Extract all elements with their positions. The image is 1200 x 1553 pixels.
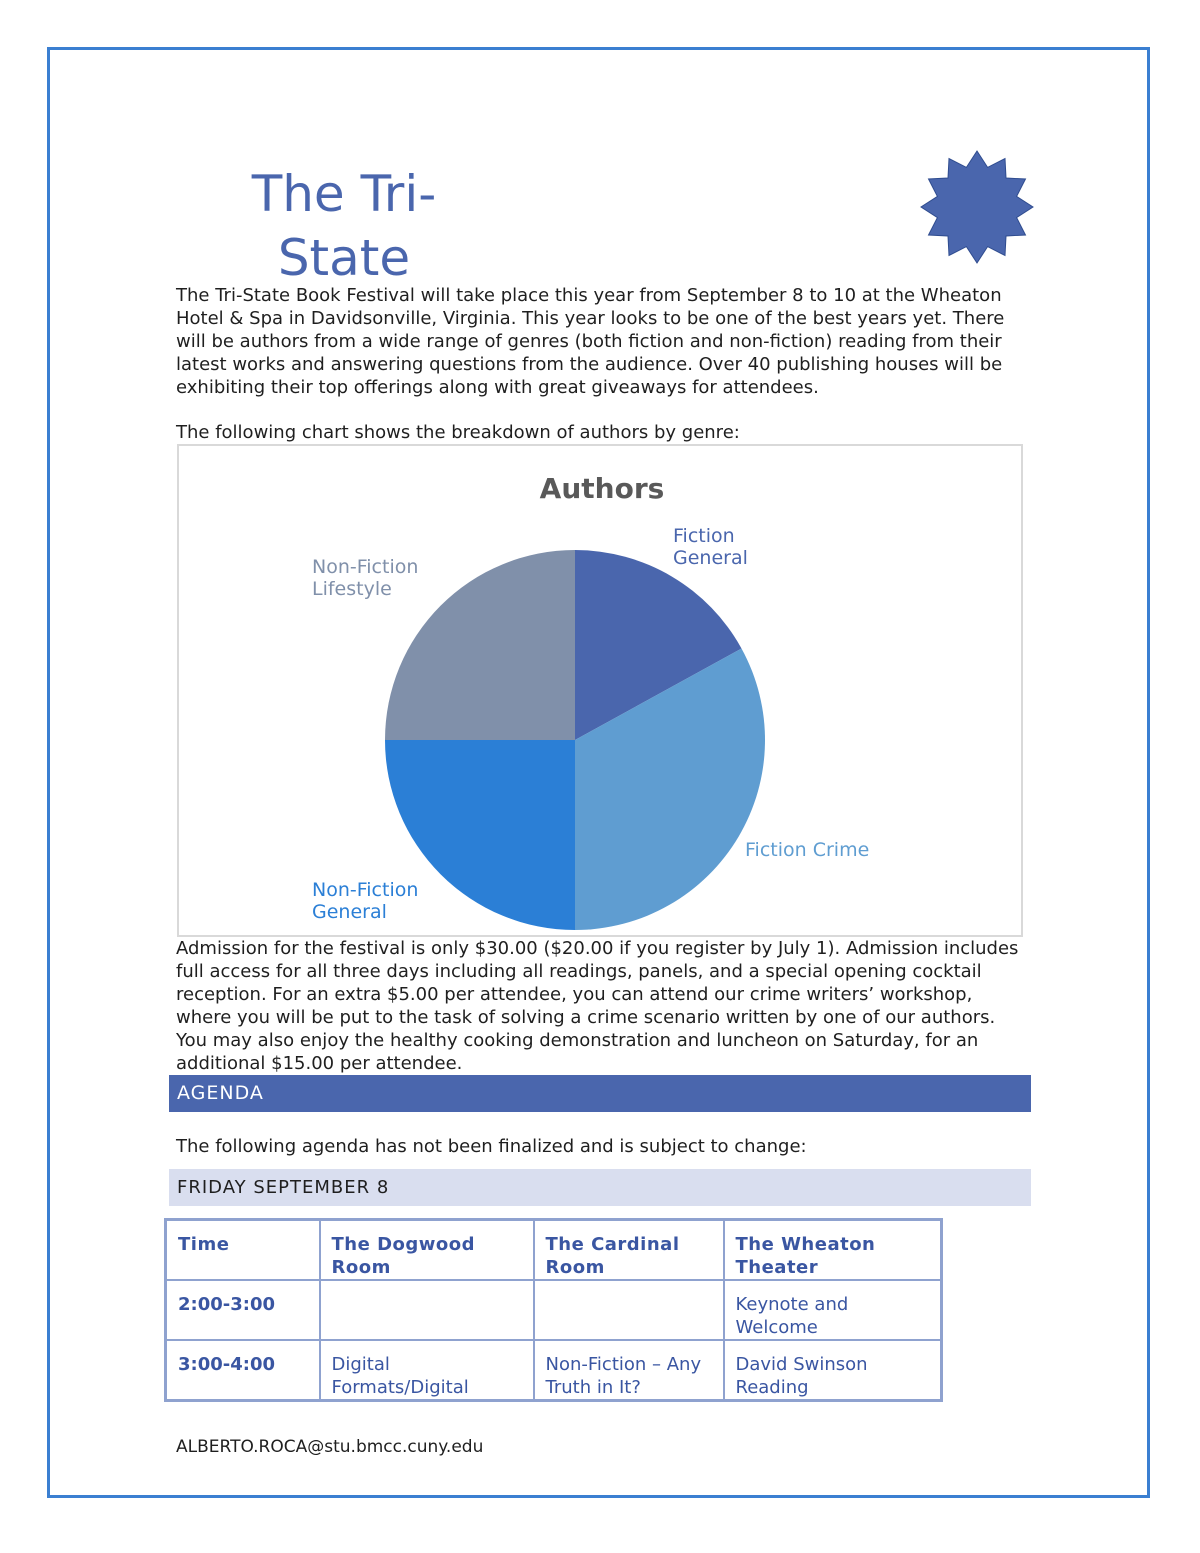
- pie-label-non-fiction-general: Non-Fiction General: [312, 879, 419, 923]
- table-cell: Keynote and Welcome: [724, 1280, 942, 1340]
- agenda-heading: AGENDA: [169, 1075, 1031, 1112]
- day-heading: FRIDAY SEPTEMBER 8: [169, 1169, 1031, 1206]
- table-cell: Digital Formats/Digital: [320, 1340, 534, 1401]
- table-cell-time: 3:00-4:00: [166, 1340, 320, 1401]
- footer-email: ALBERTO.ROCA@stu.bmcc.cuny.edu: [176, 1437, 484, 1457]
- table-row: [166, 1340, 942, 1401]
- table-cell: [320, 1280, 534, 1340]
- admission-paragraph: Admission for the festival is only $30.00 ($20.00 if you register by July 1). Admission includes full access for all three days including all readings, panels, and a special opening cocktail reception. For an extra $5.00 per attendee, you can attend our crime writers’ workshop, where you will be put to the task of solving a crime scenario written by one of our authors. You may also enjoy the healthy cooking demonstration and luncheon on Saturday, for an additional $15.00 per attendee.: [176, 938, 1019, 1074]
- chart-title: Authors: [539, 472, 665, 505]
- intro-paragraph: The Tri-State Book Festival will take place this year from September 8 to 10 at the Wheaton Hotel & Spa in Davidsonville, Virginia. This year looks to be one of the best years yet. There will be authors from a wide range of genres (both fiction and non-fiction) reading from their latest works and answering questions from the audience. Over 40 publishing houses will be exhibiting their top offerings along with great giveaways for attendees.: [176, 285, 1005, 398]
- chart-intro: The following chart shows the breakdown of authors by genre:: [176, 422, 740, 443]
- agenda-table: [164, 1218, 943, 1402]
- table-cell: [534, 1280, 724, 1340]
- title-line-2: State: [277, 229, 411, 287]
- table-cell: David Swinson Reading: [724, 1340, 942, 1401]
- table-header-row: [166, 1220, 942, 1281]
- starburst-icon: [918, 148, 1036, 266]
- table-cell: Non-Fiction – Any Truth in It?: [534, 1340, 724, 1401]
- agenda-note: The following agenda has not been finalized and is subject to change:: [176, 1136, 807, 1157]
- header-dogwood-room: The Dogwood Room: [320, 1220, 534, 1281]
- title-line-1: The Tri-: [251, 165, 437, 223]
- header-wheaton-theater: The Wheaton Theater: [724, 1220, 942, 1281]
- pie-label-fiction-crime: Fiction Crime: [745, 839, 870, 861]
- pie-label-non-fiction-lifestyle: Non-Fiction Lifestyle: [312, 556, 419, 600]
- pie-slice-non-fiction-lifestyle: [385, 550, 575, 740]
- table-row: [166, 1280, 942, 1340]
- page-title: [214, 162, 474, 290]
- header-time: Time: [166, 1220, 320, 1281]
- header-cardinal-room: The Cardinal Room: [534, 1220, 724, 1281]
- pie-label-fiction-general: Fiction General: [673, 525, 748, 569]
- authors-chart: [177, 444, 1023, 937]
- pie-chart: [179, 446, 1023, 937]
- pie-slice-non-fiction-general: [385, 740, 575, 930]
- table-cell-time: 2:00-3:00: [166, 1280, 320, 1340]
